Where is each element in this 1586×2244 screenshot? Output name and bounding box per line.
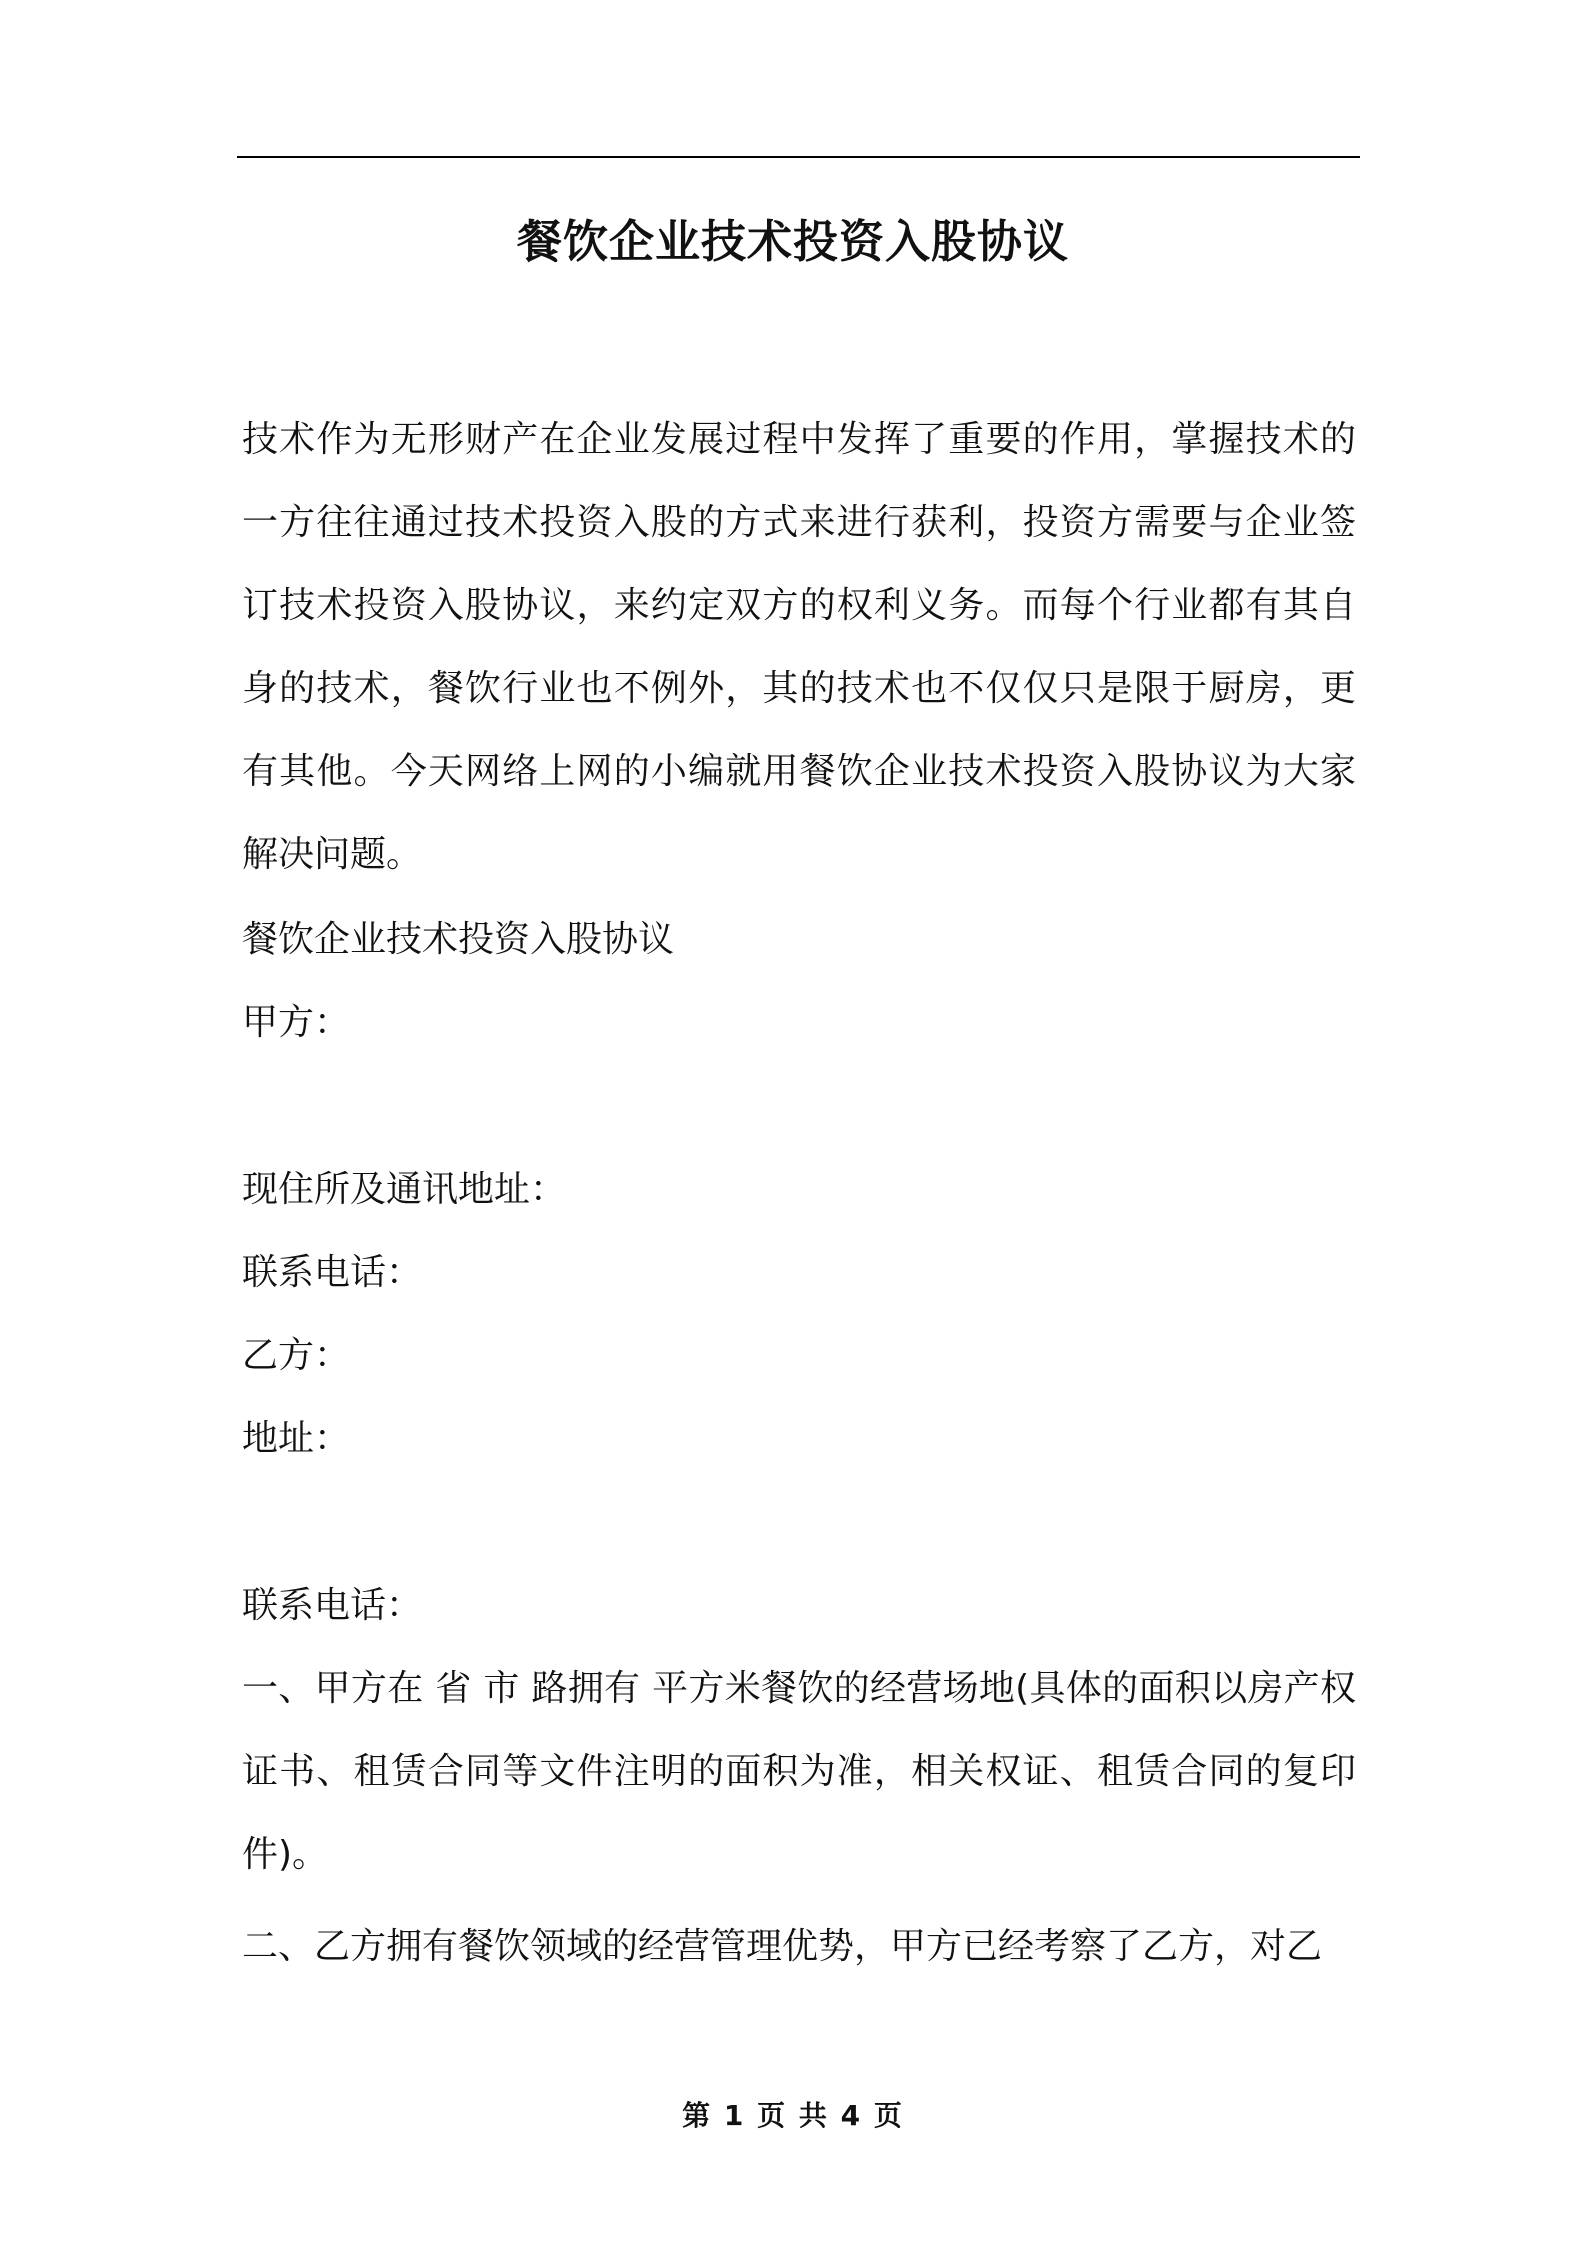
party-b-phone-label: 联系电话： bbox=[242, 1585, 423, 1626]
party-a-address-label: 现住所及通讯地址： bbox=[242, 1169, 567, 1210]
party-a-label: 甲方： bbox=[242, 1002, 351, 1043]
party-b-address-label: 地址： bbox=[242, 1418, 351, 1459]
party-b-label: 乙方： bbox=[242, 1335, 351, 1376]
party-a-phone-label: 联系电话： bbox=[242, 1252, 423, 1293]
clause-1: 一、甲方在 省 市 路拥有 平方米餐饮的经营场地(具体的面积以房产权证书、租赁合同等文件注明的面积为准，相关权证、租赁合同的复印件)。 bbox=[242, 1668, 1356, 1875]
header-divider bbox=[237, 156, 1360, 158]
agreement-subtitle: 餐饮企业技术投资入股协议 bbox=[242, 919, 675, 960]
document-title: 餐饮企业技术投资入股协议 bbox=[516, 215, 1069, 268]
page-number-footer: 第 1 页 共 4 页 bbox=[682, 2099, 904, 2132]
clause-2: 二、乙方拥有餐饮领域的经营管理优势，甲方已经考察了乙方，对乙 bbox=[242, 1926, 1323, 1967]
intro-paragraph: 技术作为无形财产在企业发展过程中发挥了重要的作用，掌握技术的一方往往通过技术投资入股的方式来进行获利，投资方需要与企业签订技术投资入股协议，来约定双方的权利义务。而每个行业都有其自身的技术，餐饮行业也不例外，其的技术也不仅仅只是限于厨房，更有其他。今天网络上网的小编就用餐饮企业技术投资入股协议为大家解决问题。 bbox=[242, 419, 1356, 875]
